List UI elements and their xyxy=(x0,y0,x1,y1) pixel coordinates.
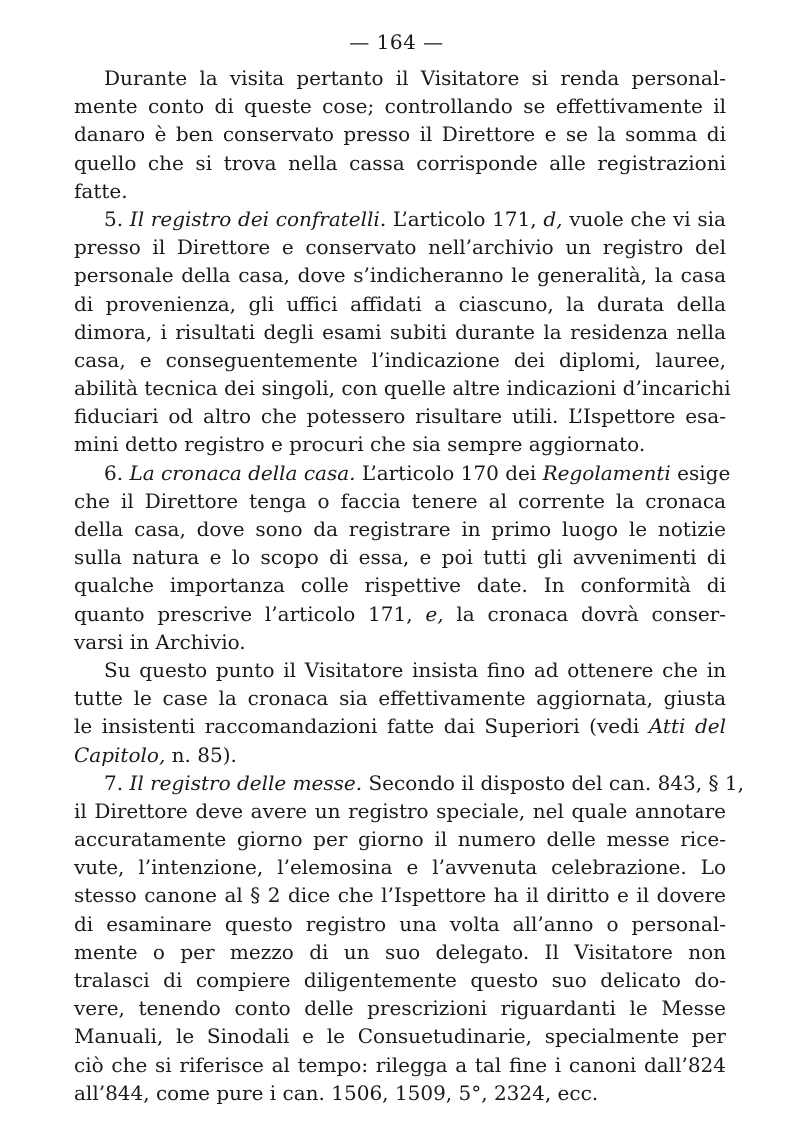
text-line xyxy=(74,825,726,853)
text-segment: tralasci di compiere diligentemente questo suo delicato do- xyxy=(74,968,726,992)
text-segment: Secondo il disposto del can. 843, § 1, xyxy=(362,770,744,795)
text-segment: personale della casa, dove s’indicheranno le generalità, la casa xyxy=(74,263,726,288)
text-line xyxy=(74,402,726,430)
text-line xyxy=(74,684,726,712)
text-segment: n. 85). xyxy=(165,742,237,767)
text-line xyxy=(74,205,726,233)
text-segment: accuratamente giorno per giorno il numero delle messe rice- xyxy=(74,827,726,852)
text-line xyxy=(74,64,726,92)
text-segment: vuole che vi sia xyxy=(562,206,726,231)
text-segment: la cronaca dovrà conser- xyxy=(443,601,726,626)
text-segment: mente conto di queste cose; controllando se effettivamente il xyxy=(74,94,726,119)
text-line xyxy=(74,712,726,740)
text-segment: quanto prescrive l’articolo 171, xyxy=(74,601,426,626)
text-segment: L’articolo 171, xyxy=(386,206,544,231)
text-line xyxy=(74,233,726,261)
text-segment: 7. xyxy=(104,770,130,795)
text-line xyxy=(74,1022,726,1050)
text-line xyxy=(74,149,726,177)
text-line xyxy=(74,120,726,148)
text-line xyxy=(74,346,726,374)
text-segment: dimora, i risultati degli esami subiti durante la residenza nella xyxy=(74,319,726,344)
text-segment: stesso canone al § 2 dice che l’Ispettore ha il diritto e il dovere xyxy=(74,883,726,908)
italic-text: Il registro delle messe. xyxy=(129,770,363,795)
text-line xyxy=(74,571,726,599)
text-line xyxy=(74,938,726,966)
text-line xyxy=(74,769,744,797)
text-line xyxy=(74,656,726,684)
body-text xyxy=(74,64,744,1107)
text-line xyxy=(74,459,731,487)
text-segment: di esaminare questo registro una volta all’anno o personal- xyxy=(74,911,726,936)
italic-text: d, xyxy=(543,206,563,231)
text-line xyxy=(74,910,726,938)
text-line xyxy=(74,741,726,769)
text-segment: vere, tenendo conto delle prescrizioni riguardanti le Messe xyxy=(74,996,726,1021)
text-line xyxy=(74,290,726,318)
text-segment: di provenienza, gli uffici affidati a ciascuno, la durata della xyxy=(74,291,726,316)
text-segment: all’844, come pure i can. 1506, 1509, 5°, 2324, ecc. xyxy=(74,1080,599,1105)
text-segment: vute, l’intenzione, l’elemosina e l’avvenuta celebrazione. Lo xyxy=(74,855,726,880)
text-line xyxy=(74,628,726,656)
text-line xyxy=(74,994,726,1022)
text-line xyxy=(74,797,726,825)
text-segment: 5. xyxy=(104,206,130,231)
text-line xyxy=(74,881,726,909)
italic-text: La cronaca della casa. xyxy=(129,460,356,485)
text-segment: sulla natura e lo scopo di essa, e poi tutti gli avvenimenti di xyxy=(74,545,726,570)
text-segment: della casa, dove sono da registrare in primo luogo le notizie xyxy=(74,517,726,541)
text-segment: L’articolo 170 dei xyxy=(355,460,543,485)
italic-text: e, xyxy=(425,601,444,626)
text-line xyxy=(74,600,726,628)
text-line xyxy=(74,318,726,346)
text-segment: varsi in Archivio. xyxy=(74,629,246,654)
text-segment: Manuali, le Sinodali e le Consuetudinarie, specialmente per xyxy=(74,1024,726,1049)
text-line xyxy=(74,966,726,994)
text-line xyxy=(74,515,726,543)
text-line xyxy=(74,487,726,515)
text-line xyxy=(74,374,731,402)
text-line xyxy=(74,1079,726,1107)
text-segment: danaro è ben conservato presso il Direttore e se la somma di xyxy=(74,122,726,147)
text-line xyxy=(74,92,726,120)
italic-text: Capitolo, xyxy=(74,742,166,767)
text-segment: 6. xyxy=(104,460,130,485)
text-line xyxy=(74,261,726,289)
text-line xyxy=(74,1051,726,1079)
text-segment: tutte le case la cronaca sia effettivamente aggiornata, giusta xyxy=(74,686,726,711)
page-number: — 164 — xyxy=(349,30,444,54)
italic-text: Regolamenti xyxy=(542,460,671,485)
text-segment: ciò che si riferisce al tempo: rilegga a tal fine i canoni dall’824 xyxy=(74,1052,726,1077)
text-line xyxy=(74,543,726,571)
text-segment: qualche importanza colle rispettive date. In conformità di xyxy=(74,573,726,598)
text-segment: presso il Direttore e conservato nell’archivio un registro del xyxy=(74,235,726,260)
text-segment: mini detto registro e procuri che sia sempre aggiornato. xyxy=(74,432,646,457)
text-segment: mente o per mezzo di un suo delegato. Il Visitatore non xyxy=(74,939,726,964)
text-segment: fatte. xyxy=(74,178,128,203)
italic-text: Il registro dei confratelli. xyxy=(129,206,387,231)
text-segment: quello che si trova nella cassa corrisponde alle registrazioni xyxy=(74,150,726,175)
italic-text: Atti del xyxy=(648,714,726,739)
text-line xyxy=(74,430,726,458)
text-line xyxy=(74,177,726,205)
text-segment: le insistenti raccomandazioni fatte dai Superiori (vedi xyxy=(74,714,649,739)
text-segment: il Direttore deve avere un registro speciale, nel quale annotare xyxy=(74,798,726,823)
text-segment: esige xyxy=(670,460,731,485)
text-segment: Durante la visita pertanto il Visitatore si renda personal- xyxy=(104,66,726,90)
text-segment: casa, e conseguentemente l’indicazione dei diplomi, lauree, xyxy=(74,347,726,372)
text-line xyxy=(74,853,726,881)
text-segment: abilità tecnica dei singoli, con quelle altre indicazioni d’incarichi xyxy=(74,376,731,401)
text-segment: fiduciari od altro che potessero risultare utili. L’Ispettore esa- xyxy=(74,404,726,429)
text-segment: Su questo punto il Visitatore insista fino ad ottenere che in xyxy=(104,657,726,682)
text-segment: che il Direttore tenga o faccia tenere al corrente la cronaca xyxy=(74,488,726,513)
